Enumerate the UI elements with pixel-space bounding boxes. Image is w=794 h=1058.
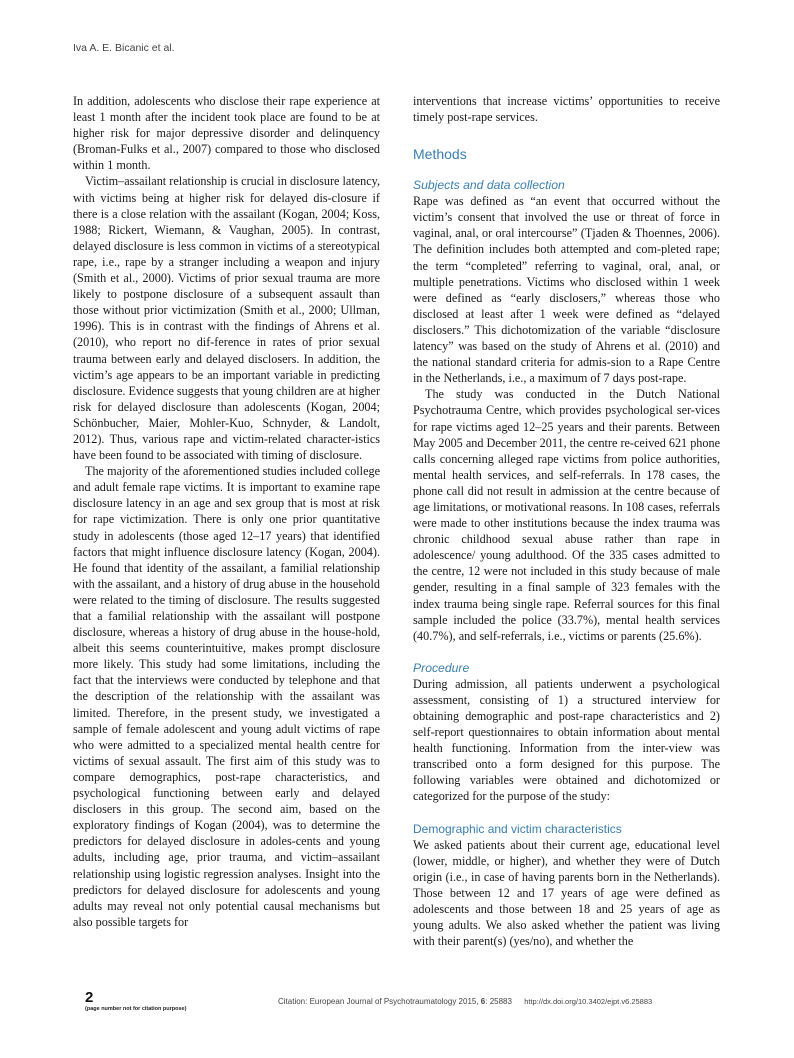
- body-paragraph-continuation: interventions that increase victims’ opportunities to receive timely post-rape services.: [413, 94, 720, 125]
- body-paragraph: Victim–assailant relationship is crucial in disclosure latency, with victims being at higher risk for delayed dis-closure if there is a close relation with the assailant (Kogan, 2004; Koss, 1988; Rickert, Wiemann, & Vaughan, 2005). In contrast, delayed disclosure is less common in victims of a stereotypical rape, i.e., rape by a stranger including a weapon and injury (Smith et al., 2000). Victims of prior sexual trauma are more likely to postpone disclosure of a subsequent assault than those without prior victimization (Smith et al., 2000; Ullman, 1996). This is in contrast with the findings of Ahrens et al. (2010), who report no dif-ference in rates of prior sexual trauma between early and delayed disclosers. In addition, the victim’s age appears to be an important variable in predicting disclosure. Evidence suggests that young children are at higher risk for delayed disclosure than adolescents (Kogan, 2004; Schönbucher, Maier, Mohler-Kuo, Schnyder, & Landolt, 2012). Thus, various rape and victim-related character-istics have been found to be associated with timing of disclosure.: [73, 174, 380, 463]
- citation-article: : 25883: [485, 997, 512, 1006]
- body-paragraph: We asked patients about their current age, educational level (lower, middle, or higher), and whether they were of Dutch origin (i.e., in case of having parents born in the Netherlands). Those between 12 and 17 years of age were defined as adolescents and those between 18 and 25 years of age as young adults. We also asked whether the patient was living with their parent(s) (yes/no), and whether the: [413, 837, 720, 949]
- page-number-note: (page number not for citation purpose): [85, 1006, 187, 1012]
- page-number: 2: [85, 989, 94, 1006]
- body-paragraph: Rape was defined as “an event that occurred without the victim’s consent that involved the use or threat of force in vaginal, anal, or oral intercourse” (Tjaden & Thoennes, 2006). The definition includes both attempted and com-pleted rape; the term “completed” referring to vaginal, oral, anal, or multiple penetrations. Victims who disclosed within 1 week were defined as “early disclosers,” whereas those who disclosed at least after 1 week were defined as “delayed disclosers.” This dichotomization of the variable “disclosure latency” was based on the study of Ahrens et al. (2010) and the national standard criteria for admis-sion to a Rape Centre in the Netherlands, i.e., a maximum of 7 days post-rape.: [413, 194, 720, 386]
- citation-volume: 6: [480, 997, 486, 1006]
- subsection-heading-demographic: Demographic and victim characteristics: [413, 821, 622, 836]
- right-column: [413, 93, 720, 949]
- section-heading-methods: Methods: [413, 146, 467, 163]
- body-paragraph: The majority of the aforementioned studies included college and adult female rape victims. It is important to examine rape disclosure latency in an age and sex group that is most at risk for rape victimization. There is only one prior quantitative study in adolescents (those aged 12–17 years) that identified factors that might influence disclosure latency (Kogan, 2004). He found that identity of the assailant, a familial relationship with the assailant, and a history of drug abuse in the household were related to the timing of disclosure. The results suggested that a familial relationship with the assailant will postpone disclosure, whereas a history of drug abuse in the house-hold, albeit this seems counterintuitive, makes prompt disclosure more likely. This study had some limitations, including the fact that the interviews were conducted by telephone and that the description of the relationship with the assailant was limited. Therefore, in the present study, we investigated a sample of female adolescent and young adult victims of rape who were admitted to a specialized mental health centre for victims of sexual assault. The first aim of this study was to compare demographics, post-rape characteristics, and psychological functioning between early and delayed disclosers in this group. The second aim, based on the exploratory findings of Kogan (2004), was to determine the predictors for delayed disclosure in adoles-cents and young adults, including age, prior trauma, and victim–assailant relationship using logistic regression analyses. Insight into the predictors for delayed disclosure for adolescents and young adults may reveal not only potential causal mechanisms but also possible targets for: [73, 464, 380, 929]
- subsection-heading-procedure: Procedure: [413, 660, 470, 675]
- footer-citation: [278, 997, 652, 1006]
- body-paragraph: In addition, adolescents who disclose their rape experience at least 1 month after the incident took place are found to be at higher risk for major depressive disorder and delinquency (Broman-Fulks et al., 2007) compared to those who disclosed within 1 month.: [73, 94, 380, 173]
- citation-text: Citation: European Journal of Psychotraumatology 2015,: [278, 997, 481, 1006]
- body-paragraph: The study was conducted in the Dutch National Psychotrauma Centre, which provides psychological ser-vices for rape victims aged 12–25 years and their parents. Between May 2005 and December 2011, the centre re-ceived 621 phone calls concerning alleged rape victims from police authorities, mental health services, and self-referrals. In 178 cases, the phone call did not result in admission at the centre because of age limitations, or motivational reasons. In 108 cases, referrals were made to other institutions because the index trauma was chronic childhood sexual abuse rather than rape in adolescence/ young adulthood. Of the 335 cases admitted to the centre, 12 were not included in this study because of male gender, resulting in a final sample of 323 females with the index trauma being single rape. Referral sources for this final sample included the police (33.7%), mental health services (40.7%), and self-referrals, i.e., victims or parents (25.6%).: [413, 387, 720, 643]
- running-head-authors: Iva A. E. Bicanic et al.: [73, 42, 175, 54]
- subsection-heading-subjects: Subjects and data collection: [413, 178, 565, 193]
- doi-link[interactable]: http://dx.doi.org/10.3402/ejpt.v6.25883: [524, 997, 653, 1006]
- body-paragraph: During admission, all patients underwent a psychological assessment, consisting of 1) a structured interview for obtaining demographic and post-rape characteristics and 2) self-report questionnaires to obtain information about mental health functioning. Information from the inter-view was transcribed onto a form designed for this purpose. The following variables were obtained and dichotomized or categorized for the purpose of the study:: [413, 676, 720, 804]
- left-column: [73, 93, 380, 930]
